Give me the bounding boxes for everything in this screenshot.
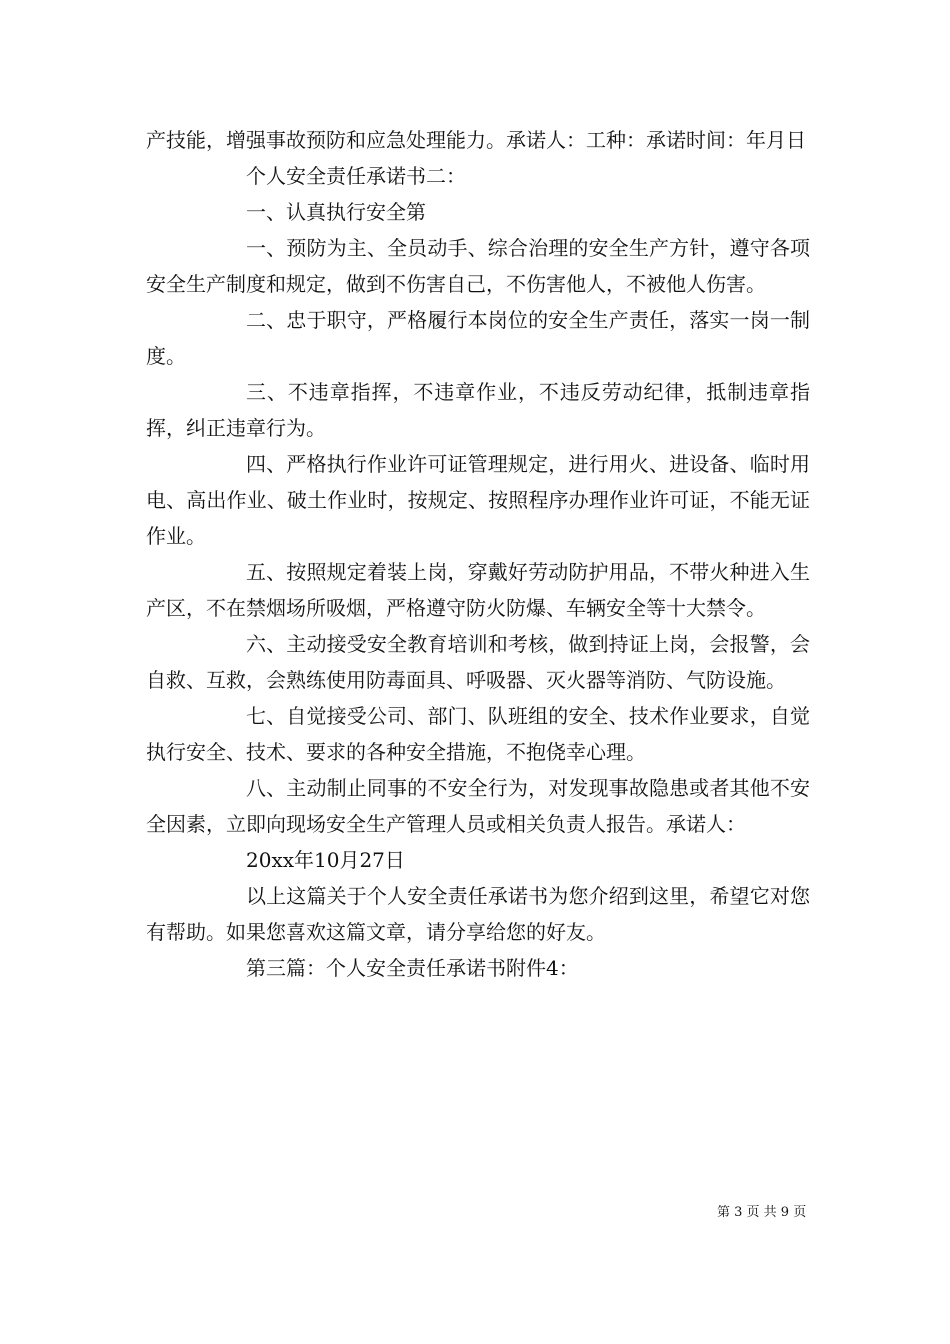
paragraph: 二、忠于职守，严格履行本岗位的安全生产责任，落实一岗一制度。 bbox=[146, 308, 810, 368]
paragraph: 七、自觉接受公司、部门、队班组的安全、技术作业要求，自觉执行安全、技术、要求的各种安全措施，不抱侥幸心理。 bbox=[146, 704, 810, 764]
paragraph: 个人安全责任承诺书二： bbox=[246, 164, 466, 188]
paragraph: 产技能，增强事故预防和应急处理能力。承诺人：工种：承诺时间：年月日 bbox=[146, 128, 806, 152]
paragraph: 一、预防为主、全员动手、综合治理的安全生产方针，遵守各项安全生产制度和规定，做到不伤害自己，不伤害他人，不被他人伤害。 bbox=[146, 236, 810, 296]
paragraph: 以上这篇关于个人安全责任承诺书为您介绍到这里，希望它对您有帮助。如果您喜欢这篇文章，请分享给您的好友。 bbox=[146, 884, 810, 944]
page-footer: 第 3 页 共 9 页 bbox=[717, 1205, 807, 1220]
document-body bbox=[146, 122, 810, 986]
paragraph: 八、主动制止同事的不安全行为，对发现事故隐患或者其他不安全因素，立即向现场安全生产管理人员或相关负责人报告。承诺人： bbox=[146, 776, 810, 836]
paragraph: 五、按照规定着装上岗，穿戴好劳动防护用品，不带火种进入生产区，不在禁烟场所吸烟，严格遵守防火防爆、车辆安全等十大禁令。 bbox=[146, 560, 810, 620]
paragraph: 一、认真执行安全第 bbox=[246, 200, 426, 224]
paragraph: 四、严格执行作业许可证管理规定，进行用火、进设备、临时用电、高出作业、破土作业时，按规定、按照程序办理作业许可证，不能无证作业。 bbox=[146, 452, 810, 548]
section-heading: 第三篇：个人安全责任承诺书附件4： bbox=[246, 956, 579, 980]
date-line: 20xx年10月27日 bbox=[246, 848, 405, 872]
paragraph: 三、不违章指挥，不违章作业，不违反劳动纪律，抵制违章指挥，纠正违章行为。 bbox=[146, 380, 810, 440]
paragraph: 六、主动接受安全教育培训和考核，做到持证上岗，会报警，会自救、互救，会熟练使用防毒面具、呼吸器、灭火器等消防、气防设施。 bbox=[146, 632, 810, 692]
